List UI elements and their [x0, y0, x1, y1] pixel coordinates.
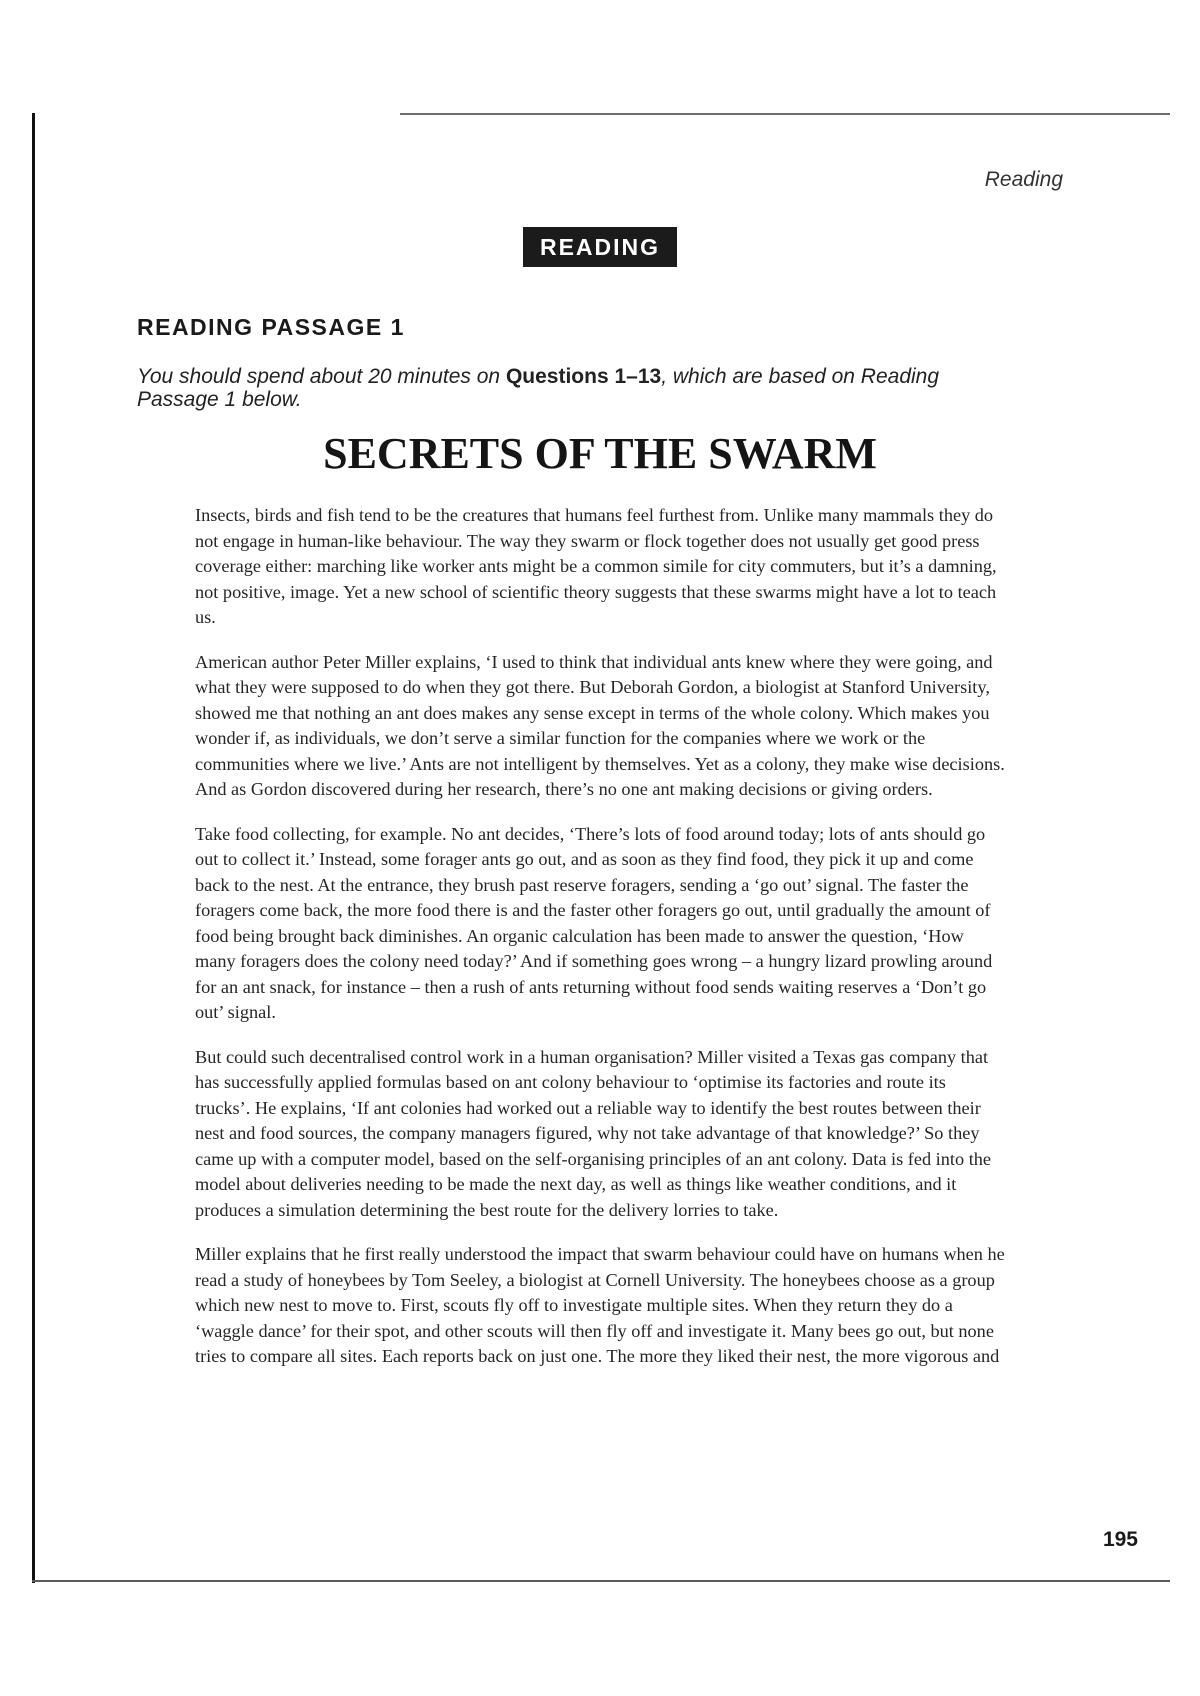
passage-heading: READING PASSAGE 1	[137, 314, 405, 340]
paragraph-5: Miller explains that he first really understood the impact that swarm behaviour could have on humans when he read a study of honeybees by Tom Seeley, a biologist at Cornell University. The honeybees choose as a group which new nest to move to. First, scouts fly off to investigate multiple sites. When they return they do a ‘waggle dance’ for their spot, and other scouts will then fly off and investigate it. Many bees go out, but none tries to compare all sites. Each reports back on just one. The more they liked their nest, the more vigorous and	[195, 1244, 1005, 1366]
paragraph-3: Take food collecting, for example. No ant decides, ‘There’s lots of food around today; lots of ants should go out to collect it.’ Instead, some forager ants go out, and as soon as they find food, they pick it up and come back to the nest. At the entrance, they brush past reserve foragers, sending a ‘go out’ signal. The faster the foragers come back, the more food there is and the faster other foragers go out, until gradually the amount of food being brought back diminishes. An organic calculation has been made to answer the question, ‘How many foragers does the colony need today?’ And if something goes wrong – a hungry lizard prowling around for an ant snack, for instance – then a rush of ants returning without food sends waiting reserves a ‘Don’t go out’ signal.	[195, 823, 993, 1022]
instruction-after: , which are based on Reading Passage 1 below.	[137, 365, 940, 411]
article-title: SECRETS OF THE SWARM	[323, 429, 877, 478]
page-number: 195	[1102, 1528, 1138, 1551]
page-edge-left	[32, 113, 35, 1583]
article-body	[195, 503, 1005, 1389]
instruction-questions: Questions 1–13	[505, 365, 662, 388]
section-badge: READING	[523, 227, 677, 267]
running-head: Reading	[984, 168, 1063, 191]
paragraph-2: American author Peter Miller explains, ‘I used to think that individual ants knew where they were going, and what they were supposed to do when they got there. But Deborah Gordon, a biologist at Stanford University, showed me that nothing an ant does makes any sense except in terms of the whole colony. Which makes you wonder if, as individuals, we don’t serve a similar function for the companies where we work or the communities where we live.’ Ants are not intelligent by themselves. Yet as a colony, they make wise decisions. And as Gordon discovered during her research, there’s no one ant making decisions or giving orders.	[195, 651, 1005, 799]
instruction-before: You should spend about 20 minutes on	[137, 365, 506, 388]
instruction-text	[137, 365, 1017, 411]
paragraph-1: Insects, birds and fish tend to be the creatures that humans feel furthest from. Unlike many mammals they do not engage in human-like behaviour. The way they swarm or flock together does not usually get good press coverage either: marching like worker ants might be a common simile for city commuters, but it’s a damning, not positive, image. Yet a new school of scientific theory suggests that these swarms might have a lot to teach us.	[195, 505, 997, 627]
bottom-rule	[32, 1580, 1170, 1582]
paragraph-4: But could such decentralised control work in a human organisation? Miller visited a Texas gas company that has successfully applied formulas based on ant colony behaviour to ‘optimise its factories and route its trucks’. He explains, ‘If ant colonies had worked out a reliable way to identify the best routes between their nest and food sources, the company managers figured, why not take advantage of that knowledge?’ So they came up with a computer model, based on the self-organising principles of an ant colony. Data is fed into the model about deliveries needing to be made the next day, as well as things like weather conditions, and it produces a simulation determining the best route for the delivery lorries to take.	[195, 1046, 992, 1220]
top-rule	[400, 113, 1170, 115]
